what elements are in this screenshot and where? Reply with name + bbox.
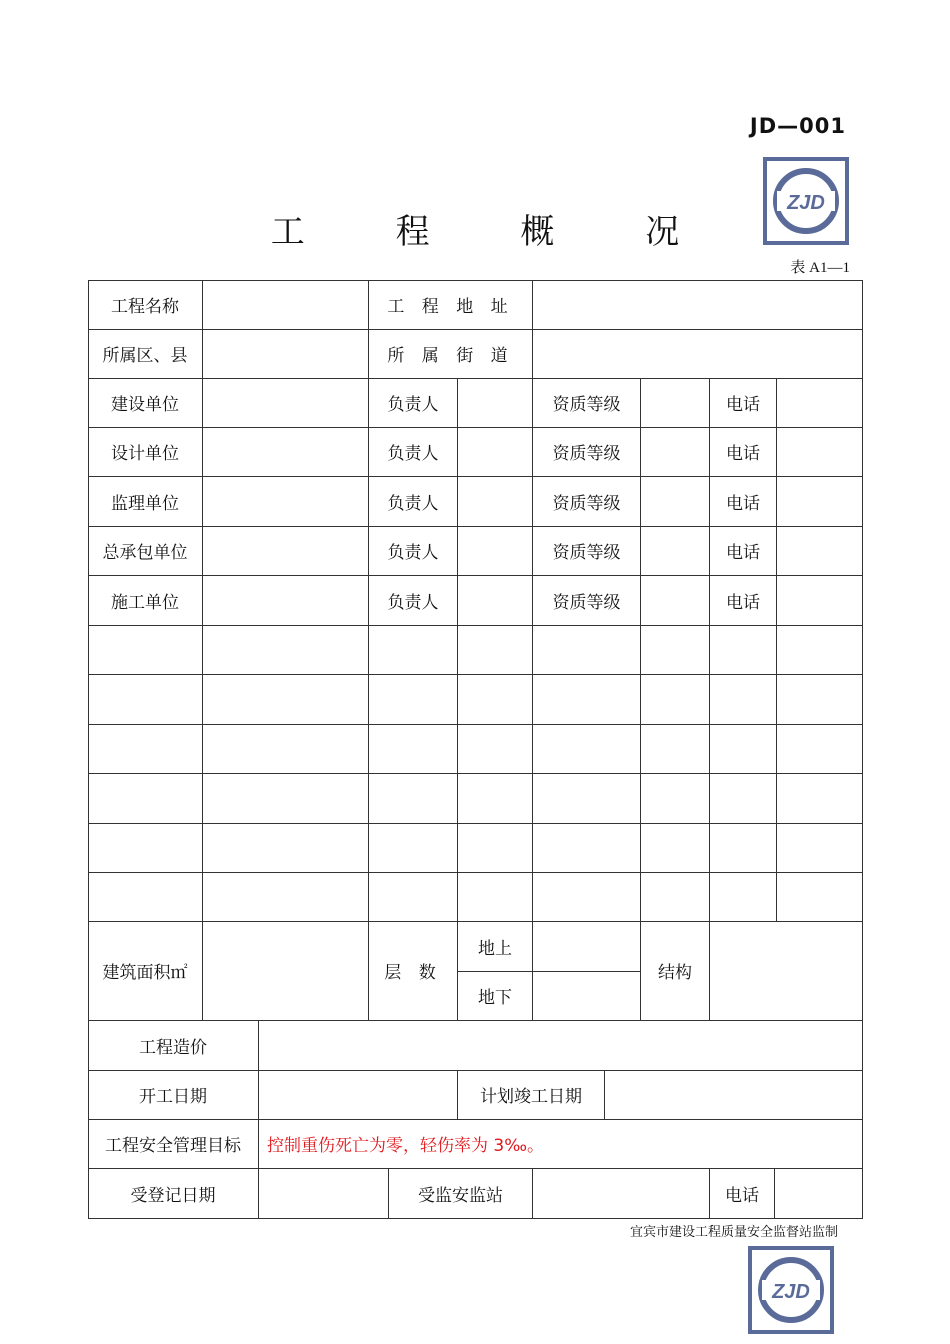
registration-date-label: 受登记日期 (130, 1185, 216, 1206)
document-code: JD—001 (749, 114, 846, 138)
grade-label: 资质等级 (552, 395, 621, 415)
planned-completion-label: 计划竣工日期 (480, 1087, 582, 1107)
area-label: 建筑面积㎡ (102, 963, 188, 983)
row-cost (88, 1020, 863, 1070)
start-date-field[interactable] (259, 1070, 457, 1119)
safety-goal-value: 控制重伤死亡为零，轻伤率为 3‰。 (267, 1136, 545, 1156)
row-unit (88, 476, 863, 526)
person-label: 负责人 (387, 444, 439, 464)
phone-label: 电话 (726, 592, 760, 613)
area-field[interactable] (203, 921, 368, 1020)
phone-label: 电话 (726, 444, 760, 464)
row-project-name (88, 280, 863, 329)
person-label: 负责人 (387, 543, 439, 563)
project-address-field[interactable] (533, 280, 863, 329)
row-unit (88, 427, 863, 476)
table-number: 表 A1—1 (790, 260, 850, 276)
registration-phone-field[interactable] (775, 1168, 863, 1218)
street-label: 所 属 街 道 (387, 346, 514, 366)
above-ground-label: 地上 (478, 938, 512, 959)
row-safety-goal (88, 1119, 863, 1168)
zjd-logo-bottom (748, 1246, 834, 1334)
grade-label: 资质等级 (552, 493, 621, 514)
row-unit (88, 575, 863, 625)
unit-label: 监理单位 (111, 493, 179, 514)
project-name-field[interactable] (203, 280, 368, 329)
logo-text: ZJD (787, 192, 825, 214)
grade-label: 资质等级 (552, 444, 621, 464)
phone-label: 电话 (726, 493, 760, 514)
floors-label: 层 数 (384, 963, 442, 983)
planned-completion-field[interactable] (605, 1070, 863, 1119)
street-field[interactable] (533, 329, 863, 378)
registration-date-field[interactable] (259, 1168, 388, 1218)
issuer-note: 宜宾市建设工程质量安全监督站监制 (629, 1225, 838, 1240)
project-name-label: 工程名称 (111, 297, 179, 317)
person-label: 负责人 (387, 395, 439, 415)
structure-label: 结构 (658, 963, 692, 983)
phone-label: 电话 (726, 395, 760, 415)
project-address-label: 工 程 地 址 (387, 297, 514, 317)
unit-label: 设计单位 (111, 444, 179, 464)
district-label: 所属区、县 (102, 346, 188, 366)
phone-label: 电话 (726, 543, 760, 563)
safety-goal-label: 工程安全管理目标 (105, 1136, 241, 1156)
grade-label: 资质等级 (552, 543, 621, 563)
unit-label: 建设单位 (111, 395, 179, 415)
page-title: 工 程 概 况 (270, 212, 720, 252)
project-overview-table (88, 280, 863, 1219)
unit-label: 施工单位 (111, 592, 179, 613)
district-field[interactable] (203, 329, 368, 378)
person-label: 负责人 (387, 493, 439, 514)
supervision-station-field[interactable] (533, 1168, 709, 1218)
logo-text: ZJD (772, 1281, 810, 1303)
row-registration (88, 1168, 863, 1218)
grade-label: 资质等级 (552, 592, 621, 613)
person-label: 负责人 (387, 592, 439, 613)
below-ground-label: 地下 (478, 988, 512, 1008)
cost-label: 工程造价 (139, 1037, 207, 1058)
supervision-station-label: 受监安监站 (418, 1185, 503, 1206)
row-dates (88, 1070, 863, 1119)
registration-phone-label: 电话 (725, 1185, 759, 1206)
row-unit (88, 378, 863, 427)
cost-field[interactable] (259, 1020, 863, 1070)
row-unit (88, 526, 863, 575)
row-building-area (88, 921, 863, 1020)
row-district (88, 329, 863, 378)
start-date-label: 开工日期 (139, 1087, 207, 1107)
unit-label: 总承包单位 (102, 543, 188, 563)
